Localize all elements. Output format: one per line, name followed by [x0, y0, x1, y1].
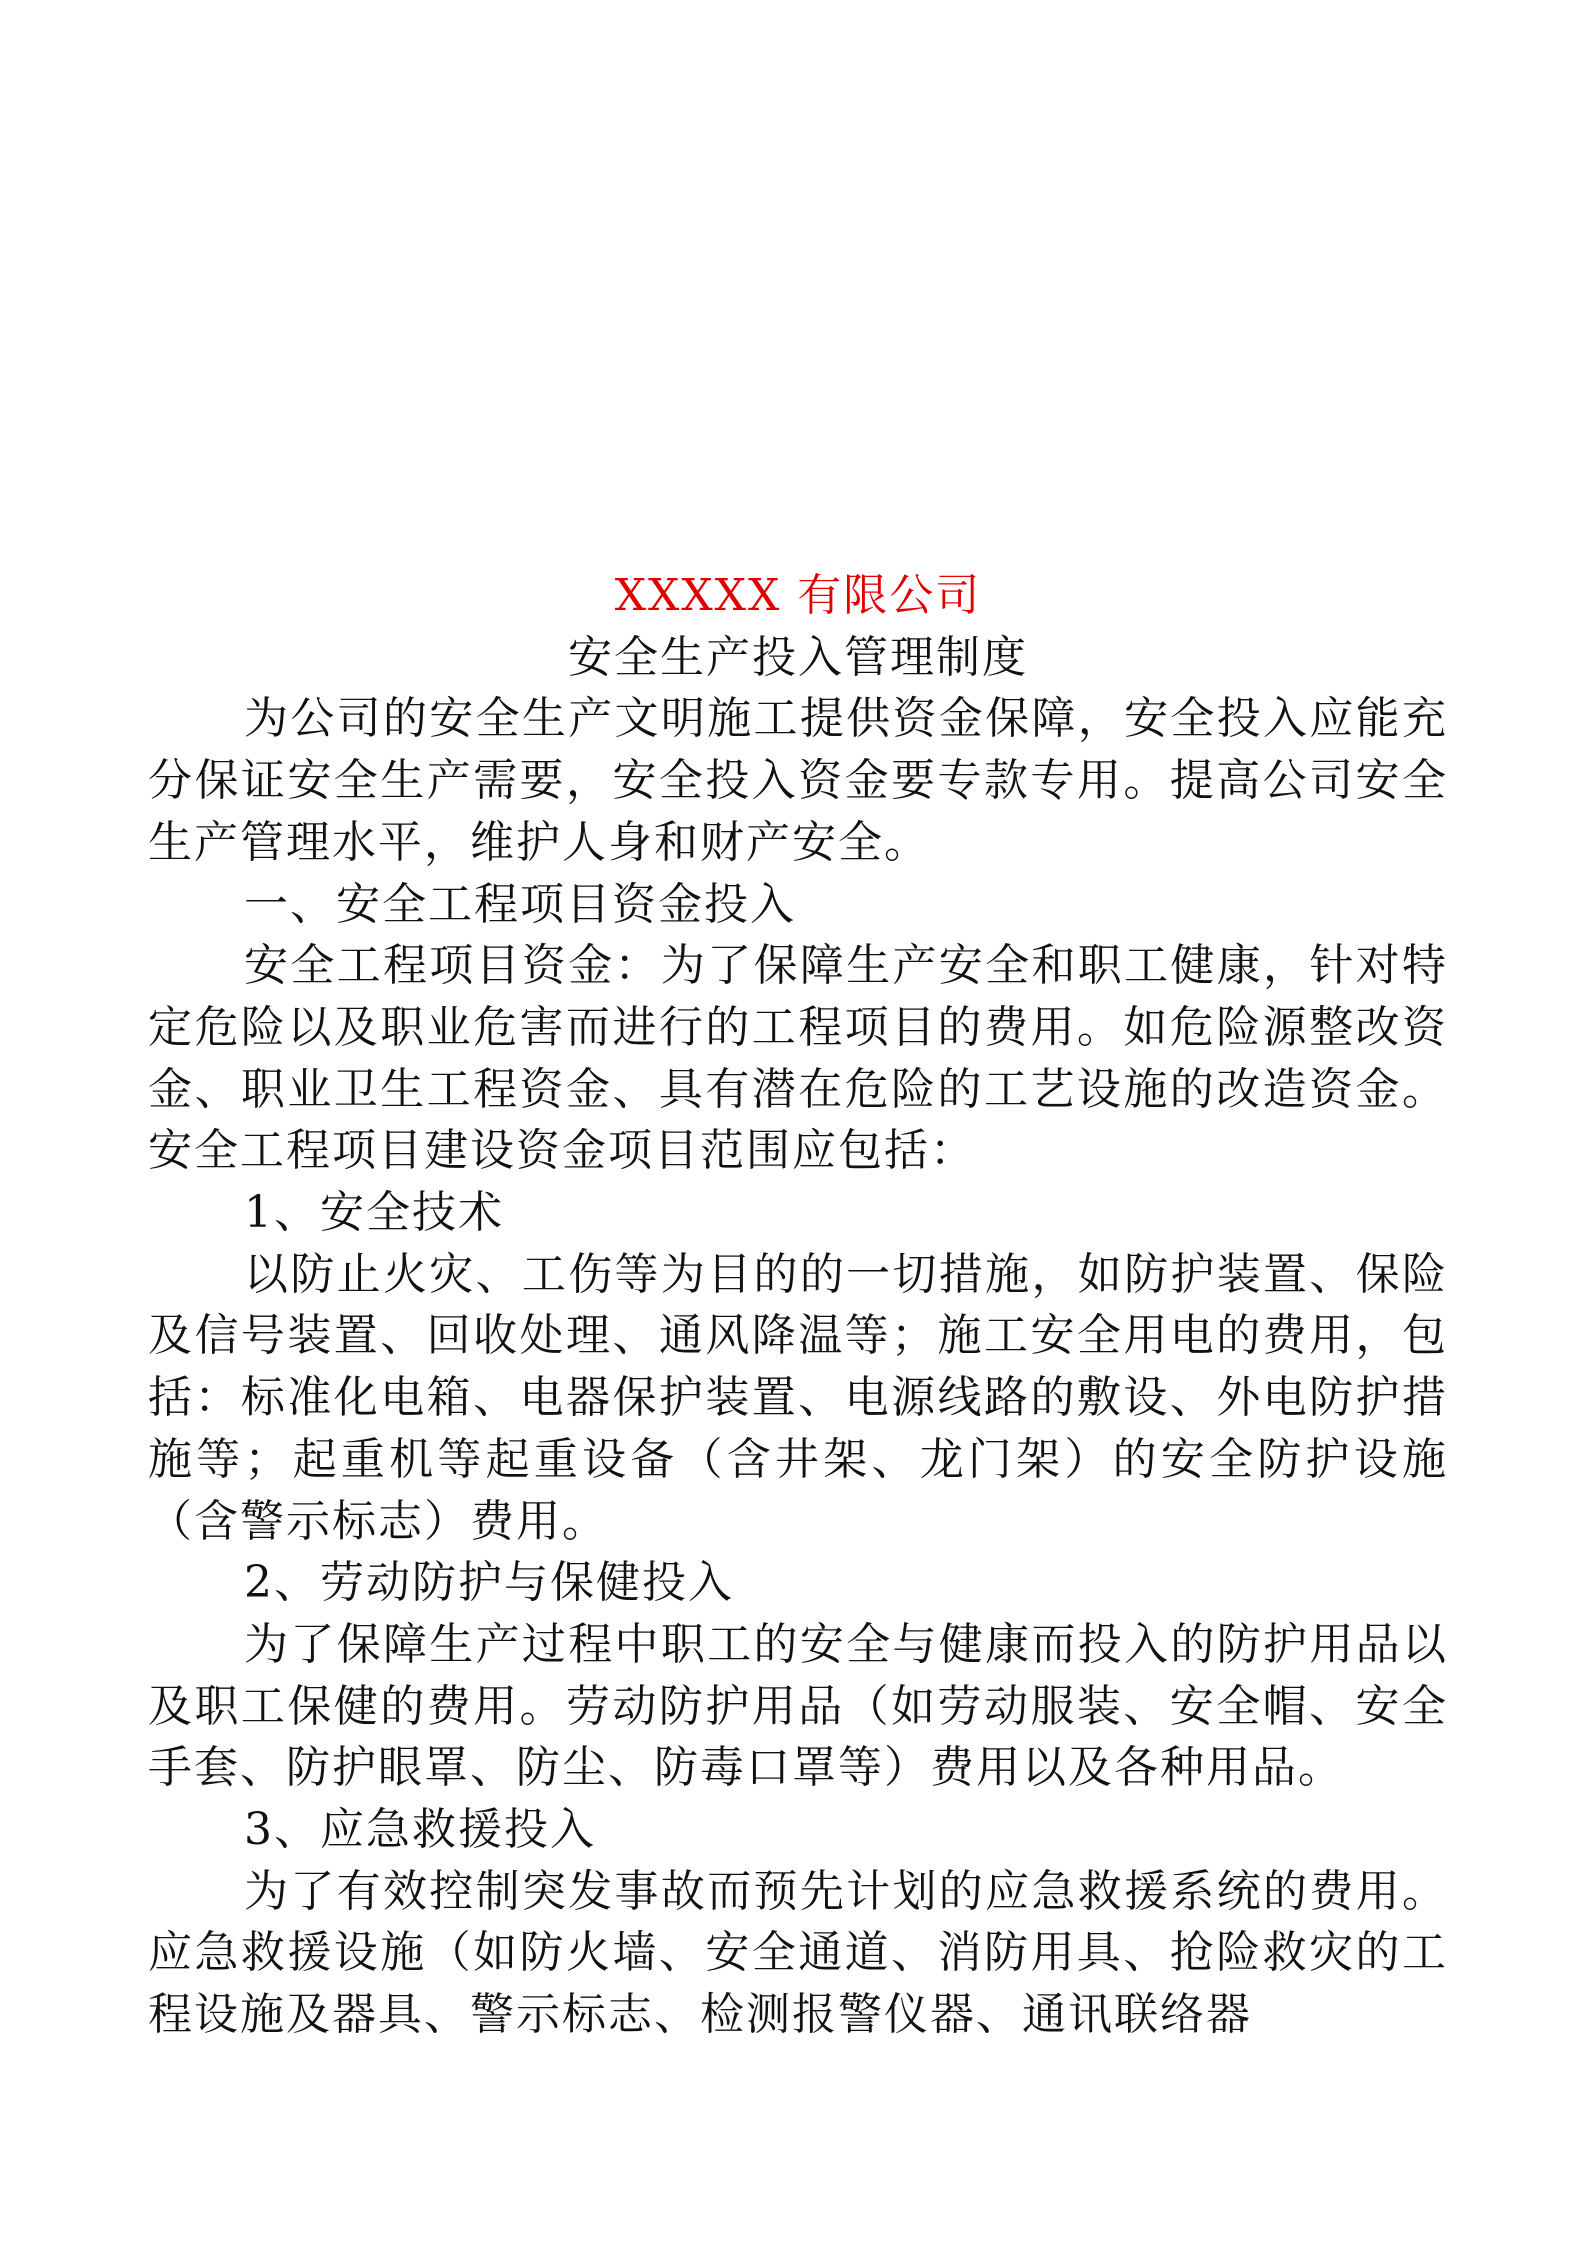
document-title: 安全生产投入管理制度	[568, 631, 1028, 683]
intro-paragraph: 为公司的安全生产文明施工提供资金保障，安全投入应能充分保证安全生产需要，安全投入资金要专款专用。提高公司安全生产管理水平，维护人身和财产安全。	[148, 693, 1448, 868]
section-heading-1: 一、安全工程项目资金投入	[244, 878, 796, 930]
company-name: XXXXX 有限公司	[614, 570, 982, 621]
subsection-1-paragraph: 以防止火灾、工伤等为目的的一切措施，如防护装置、保险及信号装置、回收处理、通风降温等；施工安全用电的费用，包括：标准化电箱、电器保护装置、电源线路的敷设、外电防护措施等；起重机等起重设备（含井架、龙门架）的安全防护设施（含警示标志）费用。	[148, 1248, 1448, 1547]
subsection-heading-3: 3、应急救援投入	[244, 1804, 596, 1856]
subsection-heading-1: 1、安全技术	[244, 1187, 504, 1239]
document-body	[148, 565, 1448, 2046]
section-1-paragraph: 安全工程项目资金：为了保障生产安全和职工健康，针对特定危险以及职业危害而进行的工程项目的费用。如危险源整改资金、职业卫生工程资金、具有潜在危险的工艺设施的改造资金。安全工程项目建设资金项目范围应包括：	[148, 940, 1448, 1177]
subsection-heading-2: 2、劳动防护与保健投入	[244, 1557, 734, 1609]
subsection-3-paragraph: 为了有效控制突发事故而预先计划的应急救援系统的费用。应急救援设施（如防火墙、安全通道、消防用具、抢险救灾的工程设施及器具、警示标志、检测报警仪器、通讯联络器	[148, 1865, 1448, 2041]
subsection-2-paragraph: 为了保障生产过程中职工的安全与健康而投入的防护用品以及职工保健的费用。劳动防护用品（如劳动服装、安全帽、安全手套、防护眼罩、防尘、防毒口罩等）费用以及各种用品。	[148, 1618, 1448, 1794]
